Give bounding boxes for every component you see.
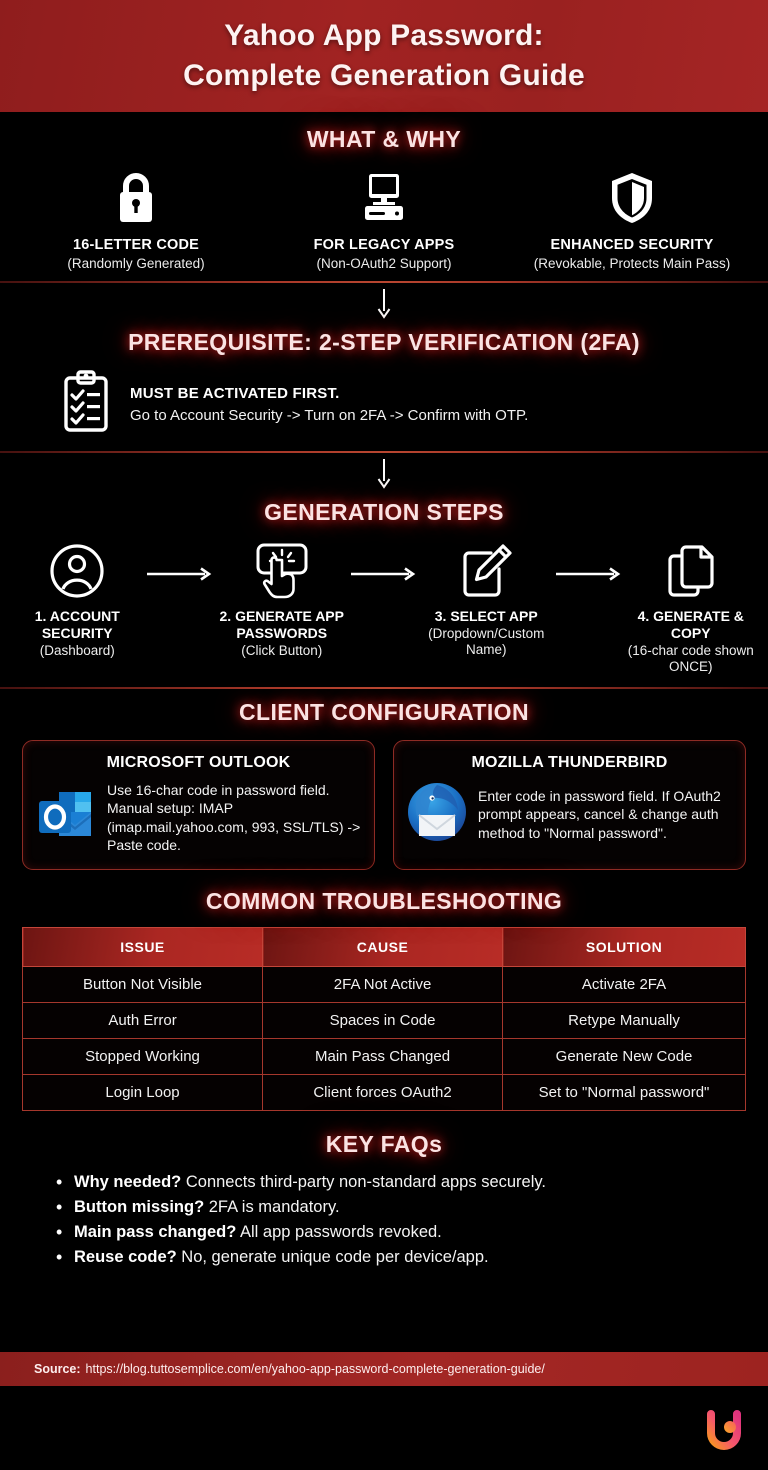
- outlook-card-title: MICROSOFT OUTLOOK: [106, 753, 291, 771]
- source-label: Source:: [34, 1362, 81, 1376]
- faq-item: [56, 1245, 742, 1270]
- microsoft-outlook-logo: [35, 784, 97, 851]
- section-divider: [0, 687, 768, 689]
- table-cell-cause: Spaces in Code: [263, 1002, 503, 1038]
- faq-answer: All app passwords revoked.: [239, 1223, 442, 1241]
- troubleshooting-heading: COMMON TROUBLESHOOTING: [205, 887, 563, 914]
- generation-step-subtitle: (16-char code shown ONCE): [627, 642, 754, 674]
- table-cell-issue: Stopped Working: [23, 1038, 263, 1074]
- clipboard-checklist-icon: [60, 370, 112, 439]
- what-why-item-subtitle: (Non-OAuth2 Support): [316, 256, 452, 271]
- generation-step: [213, 540, 352, 659]
- outlook-card-text: Use 16-char code in password field. Manual setup: IMAP (imap.mail.yahoo.com, 993, SSL/TLS) -> Paste code.: [107, 781, 361, 854]
- client-cards: [0, 740, 768, 870]
- faq-section: [0, 1115, 768, 1276]
- page-header: [0, 0, 768, 112]
- generation-step-subtitle: (Dropdown/Custom Name): [428, 625, 545, 657]
- thunderbird-card-body: [406, 781, 733, 848]
- generation-step-subtitle: (Dashboard): [39, 642, 115, 658]
- flow-arrow-right-icon: [556, 540, 622, 587]
- table-cell-solution: Generate New Code: [503, 1038, 746, 1074]
- generation-steps-row: [0, 540, 768, 675]
- shield-icon: [513, 169, 751, 227]
- prerequisite-text: [130, 385, 528, 424]
- outlook-card: [22, 740, 375, 870]
- table-row: [23, 966, 746, 1002]
- desktop-computer-icon: [265, 169, 503, 227]
- prerequisite-bold-text: MUST BE ACTIVATED FIRST.: [130, 385, 340, 402]
- faq-answer: 2FA is mandatory.: [208, 1197, 340, 1216]
- table-cell-cause: Main Pass Changed: [263, 1038, 503, 1074]
- generation-steps-heading: GENERATION STEPS: [264, 499, 504, 525]
- table-header-row: [23, 927, 746, 966]
- troubleshooting-section: [0, 876, 768, 1115]
- faq-answer: No, generate unique code per device/app.: [181, 1248, 489, 1267]
- what-why-item-title: FOR LEGACY APPS: [313, 237, 455, 253]
- outlook-card-body: [35, 781, 362, 855]
- generation-step-title: 1. ACCOUNT SECURITY: [34, 608, 120, 641]
- table-row: [23, 1002, 746, 1038]
- generation-step-subtitle: (Click Button): [241, 642, 323, 658]
- thunderbird-card-title: MOZILLA THUNDERBIRD: [471, 753, 668, 771]
- source-bar: [0, 1352, 768, 1386]
- mozilla-thunderbird-logo: [406, 781, 468, 848]
- copy-documents-icon: [622, 540, 761, 602]
- flow-arrow-down-icon: [0, 459, 768, 489]
- table-cell-solution: Set to "Normal password": [503, 1074, 746, 1110]
- prerequisite-detail-text: Go to Account Security -> Turn on 2FA -> Confirm with OTP.: [130, 407, 529, 424]
- faq-heading: KEY FAQs: [325, 1130, 443, 1157]
- flow-arrow-right-icon: [147, 540, 213, 587]
- prerequisite-section: [0, 283, 768, 451]
- troubleshooting-table: [22, 927, 746, 1111]
- click-button-icon: [213, 540, 352, 602]
- padlock-icon: [17, 169, 255, 227]
- prerequisite-heading: PREREQUISITE: 2-STEP VERIFICATION (2FA): [128, 329, 640, 355]
- generation-step: [8, 540, 147, 659]
- faq-question: Reuse code?: [74, 1248, 177, 1267]
- page-title-line2: Complete Generation Guide: [183, 59, 585, 92]
- generation-step-title: 3. SELECT APP: [434, 608, 538, 624]
- table-cell-solution: Activate 2FA: [503, 966, 746, 1002]
- faq-item: [56, 1195, 742, 1220]
- what-why-item: [265, 169, 503, 271]
- table-cell-cause: Client forces OAuth2: [263, 1074, 503, 1110]
- what-why-item-title: 16-LETTER CODE: [72, 237, 200, 253]
- section-divider: [0, 451, 768, 453]
- what-why-item-subtitle: (Randomly Generated): [67, 256, 205, 271]
- table-row: [23, 1074, 746, 1110]
- user-circle-icon: [8, 540, 147, 602]
- faq-item: [56, 1170, 742, 1195]
- table-cell-cause: 2FA Not Active: [263, 966, 503, 1002]
- generation-steps-section: [0, 453, 768, 687]
- faq-answer: Connects third-party non-standard apps securely.: [185, 1172, 546, 1191]
- client-configuration-heading: CLIENT CONFIGURATION: [239, 698, 529, 725]
- u-brand-logo: [702, 1410, 746, 1456]
- what-why-item: [513, 169, 751, 271]
- what-and-why-grid: [0, 169, 768, 271]
- flow-arrow-down-icon: [0, 289, 768, 319]
- section-divider: [0, 281, 768, 283]
- generation-step-title: 2. GENERATE APP PASSWORDS: [219, 608, 344, 641]
- table-cell-solution: Retype Manually: [503, 1002, 746, 1038]
- faq-question: Why needed?: [74, 1172, 182, 1191]
- page-title: [183, 16, 585, 96]
- faq-item: [56, 1220, 742, 1245]
- what-why-item: [17, 169, 255, 271]
- generation-step: [417, 540, 556, 658]
- faq-question: Main pass changed?: [74, 1223, 237, 1241]
- table-header-solution: SOLUTION: [503, 927, 746, 966]
- table-header-cause: CAUSE: [263, 927, 503, 966]
- client-configuration-section: [0, 689, 768, 876]
- thunderbird-card: [393, 740, 746, 870]
- generation-step: [622, 540, 761, 675]
- what-and-why-section: [0, 112, 768, 281]
- edit-pencil-square-icon: [417, 540, 556, 602]
- generation-step-title: 4. GENERATE & COPY: [637, 608, 744, 641]
- thunderbird-card-text: Enter code in password field. If OAuth2 prompt appears, cancel & change auth method to "Normal password".: [478, 787, 721, 841]
- page-title-line1: Yahoo App Password:: [224, 19, 544, 53]
- table-cell-issue: Button Not Visible: [23, 966, 263, 1002]
- faq-list: [0, 1170, 768, 1270]
- what-why-item-title: ENHANCED SECURITY: [550, 237, 714, 253]
- table-cell-issue: Login Loop: [23, 1074, 263, 1110]
- what-why-item-subtitle: (Revokable, Protects Main Pass): [533, 256, 731, 271]
- table-header-issue: ISSUE: [23, 927, 263, 966]
- source-url[interactable]: https://blog.tuttosemplice.com/en/yahoo-app-password-complete-generation-guide/: [85, 1362, 545, 1376]
- prerequisite-content: [0, 370, 768, 439]
- table-cell-issue: Auth Error: [23, 1002, 263, 1038]
- faq-question: Button missing?: [74, 1197, 205, 1216]
- flow-arrow-right-icon: [351, 540, 417, 587]
- table-row: [23, 1038, 746, 1074]
- what-and-why-heading: WHAT & WHY: [306, 126, 462, 152]
